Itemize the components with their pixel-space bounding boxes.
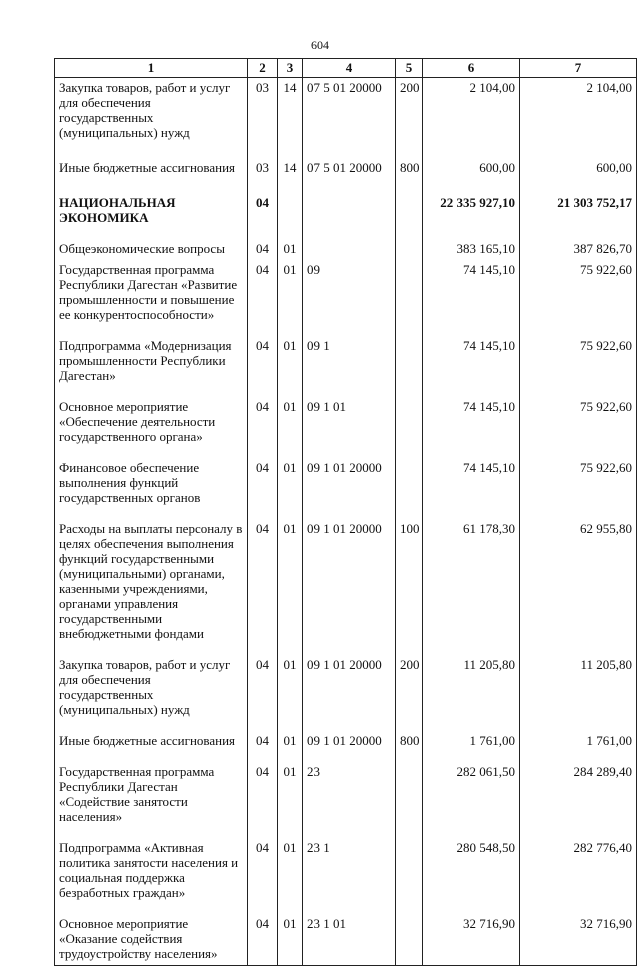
- row-target-article: 23: [303, 762, 396, 838]
- row-subsection-code: [278, 193, 303, 239]
- row-name: Общеэкономические вопросы: [55, 239, 248, 260]
- row-amount-col7: 21 303 752,17: [520, 193, 637, 239]
- table-row: [55, 731, 637, 762]
- row-expense-type: 200: [396, 78, 423, 159]
- row-subsection-code: 01: [278, 397, 303, 458]
- row-amount-col7: 387 826,70: [520, 239, 637, 260]
- table-row: [55, 158, 637, 193]
- row-expense-type: 800: [396, 731, 423, 762]
- row-section-code: 04: [248, 838, 278, 914]
- row-section-code: 04: [248, 762, 278, 838]
- row-subsection-code: 01: [278, 655, 303, 731]
- row-name: Государственная программа Республики Дагестан «Развитие промышленности и повышение ее конкурентоспособности»: [55, 260, 248, 336]
- table-row: [55, 193, 637, 239]
- row-section-code: 03: [248, 158, 278, 193]
- row-subsection-code: 14: [278, 78, 303, 159]
- row-target-article: 09 1 01 20000: [303, 731, 396, 762]
- row-subsection-code: 01: [278, 519, 303, 655]
- row-amount-col7: 284 289,40: [520, 762, 637, 838]
- row-section-code: 04: [248, 260, 278, 336]
- column-header-6: 6: [423, 59, 520, 78]
- row-section-code: 04: [248, 914, 278, 966]
- row-name: Закупка товаров, работ и услуг для обеспечения государственных (муниципальных) нужд: [55, 78, 248, 159]
- table-row: [55, 458, 637, 519]
- column-header-4: 4: [303, 59, 396, 78]
- table-row: [55, 260, 637, 336]
- row-name: Основное мероприятие «Оказание содействия трудоустройству населения»: [55, 914, 248, 966]
- row-amount-col7: 75 922,60: [520, 458, 637, 519]
- row-section-code: 04: [248, 731, 278, 762]
- row-expense-type: [396, 397, 423, 458]
- table-row: [55, 78, 637, 159]
- row-target-article: 09 1 01 20000: [303, 458, 396, 519]
- row-name: Государственная программа Республики Дагестан «Содействие занятости населения»: [55, 762, 248, 838]
- row-name: Подпрограмма «Модернизация промышленности Республики Дагестан»: [55, 336, 248, 397]
- row-subsection-code: 01: [278, 239, 303, 260]
- row-section-code: 04: [248, 239, 278, 260]
- row-target-article: 09: [303, 260, 396, 336]
- row-name: НАЦИОНАЛЬНАЯ ЭКОНОМИКА: [55, 193, 248, 239]
- row-amount-col6: 61 178,30: [423, 519, 520, 655]
- row-amount-col7: 75 922,60: [520, 397, 637, 458]
- row-name: Финансовое обеспечение выполнения функций государственных органов: [55, 458, 248, 519]
- row-expense-type: 800: [396, 158, 423, 193]
- row-amount-col6: 280 548,50: [423, 838, 520, 914]
- row-subsection-code: 01: [278, 260, 303, 336]
- row-subsection-code: 01: [278, 838, 303, 914]
- row-name: Основное мероприятие «Обеспечение деятельности государственного органа»: [55, 397, 248, 458]
- row-amount-col6: 22 335 927,10: [423, 193, 520, 239]
- row-target-article: 07 5 01 20000: [303, 78, 396, 159]
- row-amount-col7: 11 205,80: [520, 655, 637, 731]
- row-amount-col6: 1 761,00: [423, 731, 520, 762]
- table-row: [55, 838, 637, 914]
- row-amount-col6: 32 716,90: [423, 914, 520, 966]
- row-subsection-code: 14: [278, 158, 303, 193]
- row-target-article: 09 1: [303, 336, 396, 397]
- row-target-article: [303, 239, 396, 260]
- row-amount-col6: 2 104,00: [423, 78, 520, 159]
- row-expense-type: [396, 193, 423, 239]
- row-section-code: 03: [248, 78, 278, 159]
- column-header-5: 5: [396, 59, 423, 78]
- row-section-code: 04: [248, 193, 278, 239]
- row-name: Закупка товаров, работ и услуг для обеспечения государственных (муниципальных) нужд: [55, 655, 248, 731]
- row-amount-col6: 74 145,10: [423, 397, 520, 458]
- row-target-article: [303, 193, 396, 239]
- row-name: Иные бюджетные ассигнования: [55, 731, 248, 762]
- row-name: Подпрограмма «Активная политика занятости населения и социальная поддержка безработных граждан»: [55, 838, 248, 914]
- row-section-code: 04: [248, 655, 278, 731]
- row-expense-type: [396, 762, 423, 838]
- column-header-1: 1: [55, 59, 248, 78]
- table-row: [55, 655, 637, 731]
- row-amount-col6: 74 145,10: [423, 260, 520, 336]
- row-subsection-code: 01: [278, 458, 303, 519]
- row-amount-col6: 383 165,10: [423, 239, 520, 260]
- row-target-article: 23 1: [303, 838, 396, 914]
- column-header-7: 7: [520, 59, 637, 78]
- row-target-article: 09 1 01 20000: [303, 519, 396, 655]
- row-amount-col7: 75 922,60: [520, 260, 637, 336]
- row-target-article: 07 5 01 20000: [303, 158, 396, 193]
- row-amount-col7: 282 776,40: [520, 838, 637, 914]
- row-expense-type: [396, 838, 423, 914]
- row-subsection-code: 01: [278, 336, 303, 397]
- table-row: [55, 762, 637, 838]
- row-section-code: 04: [248, 519, 278, 655]
- row-section-code: 04: [248, 336, 278, 397]
- row-expense-type: [396, 239, 423, 260]
- row-name: Расходы на выплаты персоналу в целях обеспечения выполнения функций государственными (муниципальными) органами, казенными учреждениями, органами управления государственными внебюджетными фондами: [55, 519, 248, 655]
- table-row: [55, 239, 637, 260]
- row-expense-type: 100: [396, 519, 423, 655]
- row-amount-col7: 75 922,60: [520, 336, 637, 397]
- table-row: [55, 519, 637, 655]
- row-amount-col6: 282 061,50: [423, 762, 520, 838]
- row-amount-col7: 2 104,00: [520, 78, 637, 159]
- row-target-article: 09 1 01 20000: [303, 655, 396, 731]
- row-name: Иные бюджетные ассигнования: [55, 158, 248, 193]
- table-row: [55, 397, 637, 458]
- table-row: [55, 914, 637, 966]
- table-row: [55, 336, 637, 397]
- row-expense-type: [396, 458, 423, 519]
- budget-table: [54, 58, 637, 966]
- row-expense-type: [396, 914, 423, 966]
- row-subsection-code: 01: [278, 731, 303, 762]
- row-amount-col6: 600,00: [423, 158, 520, 193]
- column-header-3: 3: [278, 59, 303, 78]
- row-expense-type: [396, 336, 423, 397]
- row-amount-col7: 32 716,90: [520, 914, 637, 966]
- row-section-code: 04: [248, 458, 278, 519]
- row-expense-type: [396, 260, 423, 336]
- row-amount-col7: 600,00: [520, 158, 637, 193]
- row-amount-col7: 1 761,00: [520, 731, 637, 762]
- row-amount-col6: 74 145,10: [423, 458, 520, 519]
- page-number: 604: [311, 38, 329, 52]
- row-amount-col6: 11 205,80: [423, 655, 520, 731]
- row-target-article: 09 1 01: [303, 397, 396, 458]
- row-subsection-code: 01: [278, 914, 303, 966]
- column-header-2: 2: [248, 59, 278, 78]
- row-amount-col7: 62 955,80: [520, 519, 637, 655]
- row-amount-col6: 74 145,10: [423, 336, 520, 397]
- header-row: [55, 59, 637, 78]
- row-section-code: 04: [248, 397, 278, 458]
- row-subsection-code: 01: [278, 762, 303, 838]
- row-target-article: 23 1 01: [303, 914, 396, 966]
- row-expense-type: 200: [396, 655, 423, 731]
